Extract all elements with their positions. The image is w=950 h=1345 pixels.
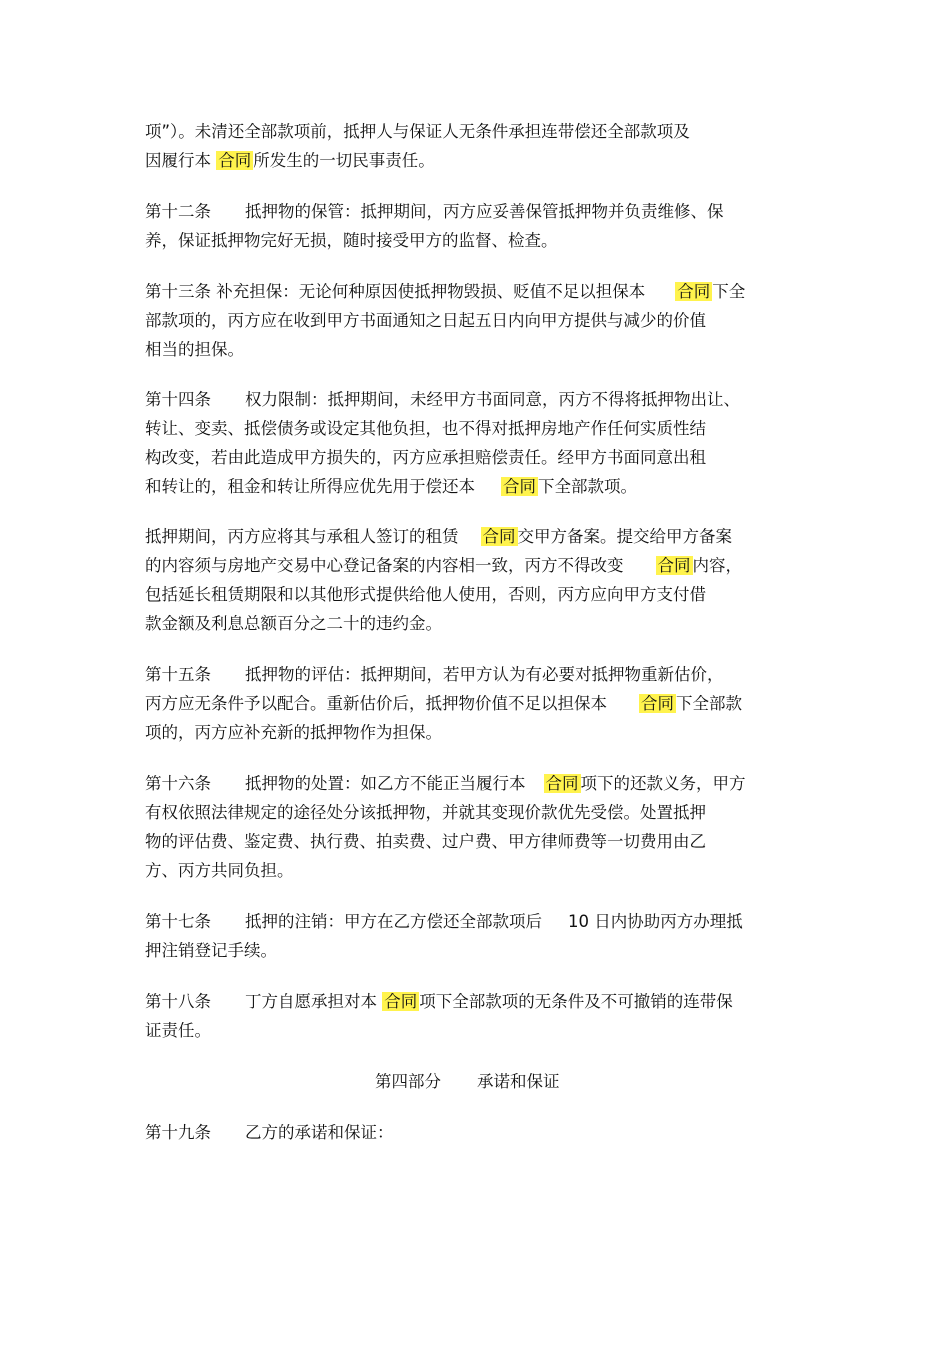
article-heading-line: 第十七条 抵押的注销：甲方在乙方偿还全部款项后 10 日内协助丙方办理抵: [145, 912, 743, 931]
text-line: 构改变，若由此造成甲方损失的，丙方应承担赔偿责任。经甲方书面同意出租: [145, 448, 706, 467]
text-line: 抵押期间，丙方应将其与承租人签订的租赁 合同 交甲方备案。提交给甲方备案: [145, 527, 732, 546]
highlighted-term: 合同: [384, 992, 418, 1011]
article-number: 第十四条: [145, 390, 211, 409]
section-heading: 第四部分 承诺和保证: [375, 1072, 560, 1091]
article-number: 第十六条: [145, 774, 211, 793]
text-line: 和转让的，租金和转让所得应优先用于偿还本 合同 下全部款项。: [145, 477, 637, 496]
highlighted-term: 合同: [545, 774, 579, 793]
text-line: 物的评估费、鉴定费、执行费、拍卖费、过户费、甲方律师费等一切费用由乙: [145, 832, 706, 851]
text-line: 部款项的，丙方应在收到甲方书面通知之日起五日内向甲方提供与减少的价值: [145, 311, 706, 330]
article-heading-line: 第十八条 丁方自愿承担对本 合同 项下全部款项的无条件及不可撤销的连带保: [145, 992, 733, 1011]
article-number: 第十七条: [145, 912, 211, 931]
article-heading-line: 第十三条 补充担保：无论何种原因使抵押物毁损、贬值不足以担保本 合同 下全: [145, 282, 746, 301]
text-line: 丙方应无条件予以配合。重新估价后，抵押物价值不足以担保本 合同 下全部款: [145, 694, 742, 713]
text-line: 养，保证抵押物完好无损，随时接受甲方的监督、检查。: [145, 231, 558, 250]
article-number: 第十二条: [145, 202, 211, 221]
highlighted-term: 合同: [503, 477, 536, 496]
text-line: 项”）。未清还全部款项前，抵押人与保证人无条件承担连带偿还全部款项及: [145, 122, 690, 141]
article-number: 第十八条: [145, 992, 211, 1011]
text-line: 转让、变卖、抵偿债务或设定其他负担，也不得对抵押房地产作任何实质性结: [145, 419, 706, 438]
highlighted-term: 合同: [641, 694, 674, 713]
text-line: 因履行本 合同 所发生的一切民事责任。: [145, 151, 435, 170]
text-line: 押注销登记手续。: [145, 941, 277, 960]
highlighted-term: 合同: [482, 527, 516, 546]
text-line: 相当的担保。: [145, 340, 244, 359]
text-line: 有权依照法律规定的途径处分该抵押物，并就其变现价款优先受偿。处置抵押: [145, 803, 706, 822]
article-heading-line: 第十二条 抵押物的保管：抵押期间，丙方应妥善保管抵押物并负责维修、保: [145, 202, 724, 221]
highlighted-term: 合同: [218, 151, 252, 170]
text-line: 款金额及利息总额百分之二十的违约金。: [145, 614, 442, 633]
text-line: 方、丙方共同负担。: [145, 861, 294, 880]
text-line: 的内容须与房地产交易中心登记备案的内容相一致，丙方不得改变 合同 内容，: [145, 556, 742, 575]
text-line: 项的，丙方应补充新的抵押物作为担保。: [145, 723, 442, 742]
article-heading-line: 第十九条 乙方的承诺和保证：: [145, 1123, 394, 1142]
text-line: 包括延长租赁期限和以其他形式提供给他人使用，否则，丙方应向甲方支付借: [145, 585, 706, 604]
article-number: 第十五条: [145, 665, 211, 684]
article-heading-line: 第十五条 抵押物的评估：抵押期间，若甲方认为有必要对抵押物重新估价，: [145, 665, 724, 684]
article-heading-line: 第十四条 权力限制：抵押期间，未经甲方书面同意，丙方不得将抵押物出让、: [145, 390, 740, 409]
highlighted-term: 合同: [657, 556, 691, 575]
highlighted-term: 合同: [677, 282, 711, 301]
article-number: 第十九条: [145, 1123, 211, 1142]
article-heading-line: 第十六条 抵押物的处置：如乙方不能正当履行本 合同 项下的还款义务，甲方: [145, 774, 746, 793]
text-line: 证责任。: [145, 1021, 211, 1040]
